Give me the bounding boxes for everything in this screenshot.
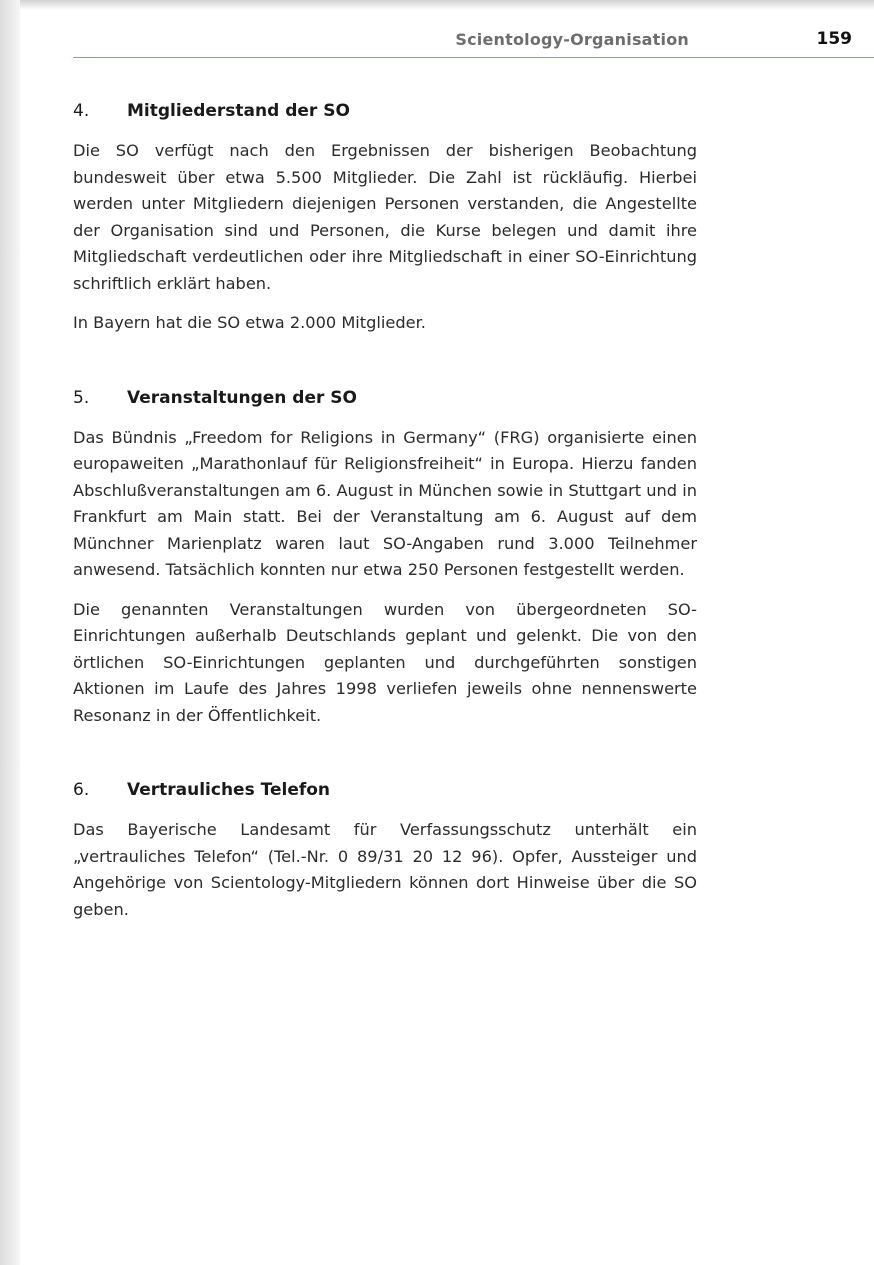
page-body <box>73 98 697 971</box>
paragraph: In Bayern hat die SO etwa 2.000 Mitglieder. <box>73 313 426 332</box>
section-title: Vertrauliches Telefon <box>127 780 331 800</box>
section-heading <box>73 777 697 803</box>
section-veranstaltungen <box>73 385 697 730</box>
section-number: 4. <box>73 101 90 121</box>
paragraph: Das Bündnis „Freedom for Religions in Germany“ (FRG) organisierte einen europaweiten „Marathonlauf für Religionsfreiheit“ in Europa. Hierzu fanden Abschlußveranstaltungen am 6. August in München sowie in Stuttgart und in Frankfurt am Main statt. Bei der Veranstaltung am 6. August auf dem Münchner Marienplatz waren laut SO-Angaben rund 3.000 Teilnehmer anwesend. Tatsächlich konnten nur etwa 250 Personen festgestellt werden. <box>73 427 697 579</box>
section-mitgliederstand <box>73 98 697 337</box>
header-rule <box>73 57 874 58</box>
page-number: 159 <box>816 29 852 49</box>
section-title: Veranstaltungen der SO <box>127 387 358 408</box>
section-number: 6. <box>73 780 90 800</box>
paragraph: Die SO verfügt nach den Ergebnissen der bisherigen Beobachtung bundesweit über etwa 5.500 Mitglieder. Die Zahl ist rückläufig. Hierbei werden unter Mitgliedern diejenigen Personen verstanden, die Angestellte der Organisation sind und Personen, die Kurse belegen und damit ihre Mitgliedschaft verdeutlichen oder ihre Mitgliedschaft in einer SO-Einrichtung schriftlich erklärt haben. <box>73 141 697 293</box>
page-header <box>73 28 874 58</box>
paragraph: Das Bayerische Landesamt für Verfassungsschutz unterhält ein „vertrauliches Telefon“ (Tel.-Nr. 0 89/31 20 12 96). Opfer, Aussteiger und Angehörige von Scientology-Mitgliedern können dort Hinweise über die SO geben. <box>73 820 697 919</box>
scan-shadow-left <box>0 0 20 1265</box>
paragraph: Die genannten Veranstaltungen wurden von übergeordneten SO-Einrichtungen außerhalb Deutschlands geplant und gelenkt. Die von den örtlichen SO-Einrichtungen geplanten und durchgeführten sonstigen Aktionen im Laufe des Jahres 1998 verliefen jeweils ohne nennenswerte Resonanz in der Öffentlichkeit. <box>73 599 697 725</box>
scan-shadow-top <box>20 0 874 10</box>
section-heading <box>73 98 697 124</box>
section-number: 5. <box>73 387 90 408</box>
section-title: Mitgliederstand der SO <box>127 101 350 121</box>
running-head: Scientology-Organisation <box>455 30 689 49</box>
section-vertrauliches-telefon <box>73 777 697 923</box>
section-heading <box>73 385 697 411</box>
